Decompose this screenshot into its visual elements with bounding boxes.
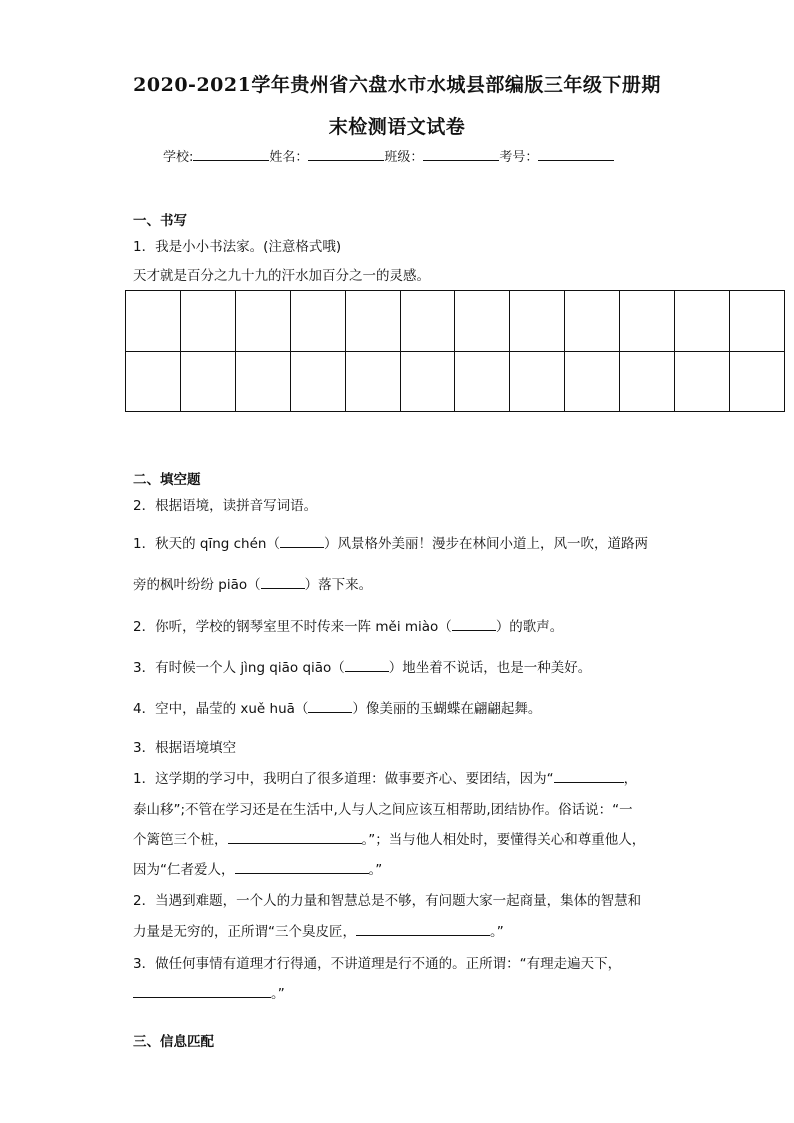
answer-blank[interactable] [345,659,389,672]
writing-cell[interactable] [510,291,565,352]
writing-grid-row [126,291,785,352]
class-blank[interactable] [423,148,499,161]
exam-title-line-2: 末检测语文试卷 [328,116,466,138]
question-3-prompt: 3．根据语境填空 [133,740,237,756]
student-info-row [163,146,614,165]
answer-blank[interactable] [308,700,352,713]
q3-item-2: 2．当遇到难题，一个人的力量和智慧总是不够，有问题大家一起商量，集体的智慧和 [133,893,642,909]
copy-sentence: 天才就是百分之九十九的汗水加百分之一的灵感。 [133,268,430,284]
writing-cell[interactable] [729,351,784,412]
writing-cell[interactable] [675,291,730,352]
number-blank[interactable] [538,148,614,161]
writing-cell[interactable] [345,351,400,412]
writing-cell[interactable] [455,351,510,412]
number-label: 考号： [499,150,539,165]
writing-cell[interactable] [126,351,181,412]
q2-item-1: 1．秋天的 qīng chén（ ）风景格外美丽！漫步在林间小道上，风一吹，道路两 [133,536,648,552]
question-2-prompt: 2．根据语境，读拼音写词语。 [133,498,318,514]
q2-item-2: 2．你听，学校的钢琴室里不时传来一阵 měi miào（ ）的歌声。 [133,619,564,635]
school-label: 学校: [163,150,194,165]
answer-blank[interactable] [235,861,369,874]
q3-item-3: 3．做任何事情有道理才行得通，不讲道理是行不通的。正所谓：“有理走遍天下， [133,956,622,972]
answer-blank[interactable] [228,831,362,844]
school-blank[interactable] [193,148,269,161]
writing-grid [125,290,785,412]
answer-blank[interactable] [356,923,490,936]
writing-cell[interactable] [180,351,235,412]
writing-cell[interactable] [455,291,510,352]
q3-item-1-cont: 泰山移”;不管在学习还是在生活中,人与人之间应该互相帮助,团结协作。俗话说：“一 [133,802,633,818]
section-1-heading: 一、书写 [133,213,187,229]
question-1-prompt: 1．我是小小书法家。(注意格式哦) [133,239,342,255]
writing-cell[interactable] [620,291,675,352]
q3-item-3-cont: 。” [133,982,285,1002]
writing-cell[interactable] [565,351,620,412]
writing-cell[interactable] [290,351,345,412]
writing-cell[interactable] [510,351,565,412]
writing-cell[interactable] [290,291,345,352]
writing-cell[interactable] [400,291,455,352]
writing-cell[interactable] [235,351,290,412]
class-label: 班级： [384,150,424,165]
writing-cell[interactable] [620,351,675,412]
name-label: 姓名： [269,150,309,165]
section-3-heading: 三、信息匹配 [133,1034,214,1050]
q2-item-3: 3．有时候一个人 jìng qiāo qiāo（ ）地坐着不说话，也是一种美好。 [133,660,592,676]
writing-cell[interactable] [126,291,181,352]
q2-item-4: 4．空中，晶莹的 xuě huā（ ）像美丽的玉蝴蝶在翩翩起舞。 [133,701,542,717]
section-2-heading: 二、填空题 [133,472,201,488]
writing-cell[interactable] [565,291,620,352]
answer-blank[interactable] [261,576,305,589]
writing-cell[interactable] [180,291,235,352]
writing-cell[interactable] [235,291,290,352]
q3-item-1-cont-2: 个篱笆三个桩， 。”；当与他人相处时，要懂得关心和尊重他人， [133,832,646,848]
writing-cell[interactable] [675,351,730,412]
q3-item-1-cont-3: 因为“仁者爱人， 。” [133,862,383,878]
q2-item-1-cont: 旁的枫叶纷纷 piāo（ ）落下来。 [133,577,373,593]
writing-grid-row [126,351,785,412]
answer-blank[interactable] [554,770,624,783]
answer-blank[interactable] [452,618,496,631]
writing-cell[interactable] [400,351,455,412]
name-blank[interactable] [308,148,384,161]
writing-cell[interactable] [345,291,400,352]
answer-blank[interactable] [280,535,324,548]
answer-blank[interactable] [133,985,271,998]
q3-item-1: 1．这学期的学习中，我明白了很多道理：做事要齐心、要团结，因为“ ， [133,771,638,787]
exam-title-line-1: 2020-2021学年贵州省六盘水市水城县部编版三年级下册期 [133,74,661,96]
q3-item-2-cont: 力量是无穷的，正所谓“三个臭皮匠， 。” [133,924,504,940]
writing-cell[interactable] [729,291,784,352]
